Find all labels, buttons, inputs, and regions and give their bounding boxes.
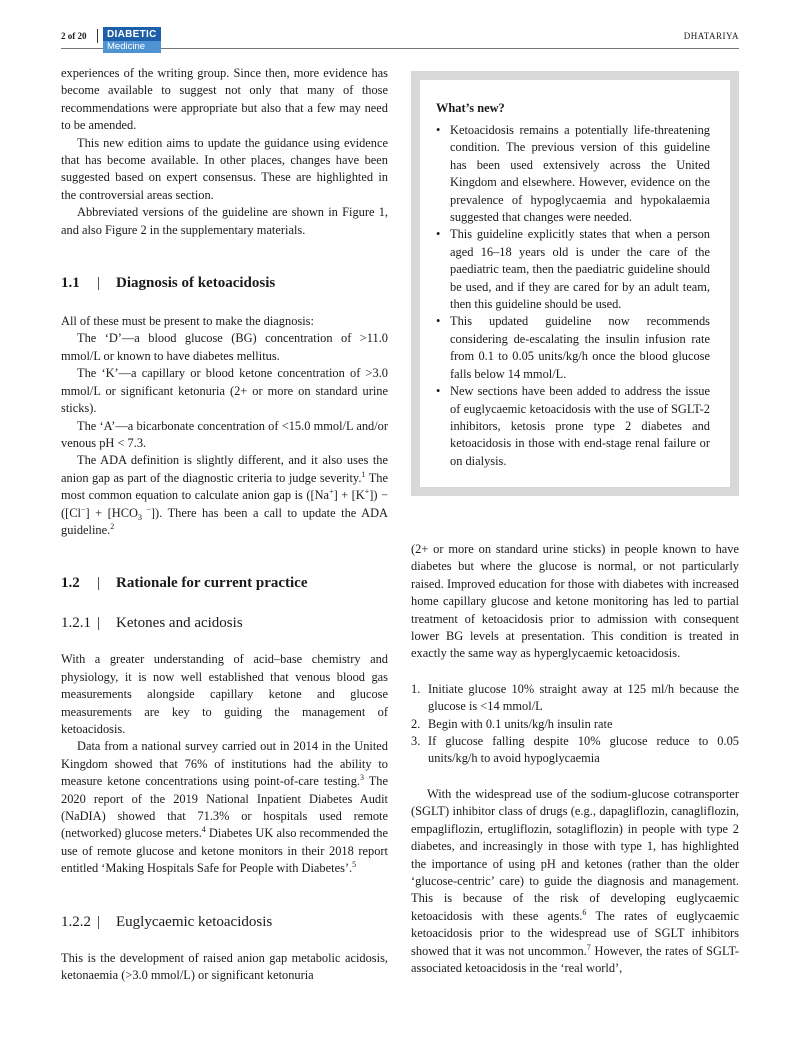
- whats-new-item: • This updated guideline now recommends considering de-escalating the insulin infusion rate from 0.1 to 0.05 units/kg/h once the blood glucose falls below 14 mmol/L.: [436, 313, 710, 383]
- whats-new-list: [436, 122, 710, 470]
- citation-ref[interactable]: 3: [360, 773, 364, 783]
- whats-new-item: • New sections have been added to address the issue of euglycaemic ketoacidosis with the use of SGLT-2 inhibitors, ketosis prone type 2 diabetes and ketoacidosis in those with end-stage renal failure or on dialysis.: [436, 383, 710, 470]
- journal-logo: [103, 27, 161, 53]
- paragraph-survey: Data from a national survey carried out in 2014 in the United Kingdom showed that 76% of institutions had the ability to measure ketone concentrations using point-of-care testing.$^3$ The 2020 report of the 2019 National Inpatient Diabetes Audit (NaDIA) showed that 71.3% or hospitals used remote (networked) glucose meters.$^4$ Diabetes UK also recommended the use of remote glucose and ketone monitors in their 2018 report entitled ‘Making Hospitals Safe for People with Diabetes’.$^5$: [61, 739, 388, 876]
- paragraph-abbreviated-versions: Abbreviated versions of the guideline are shown in Figure 1, and also Figure 2 in the supplementary materials.: [61, 205, 388, 237]
- subsection-heading-1-2-2: 1.2.2 | Euglycaemic ketoacidosis: [61, 913, 273, 930]
- diagnosis-intro: All of these must be present to make the diagnosis:: [61, 314, 314, 329]
- paragraph-new-edition: This new edition aims to update the guidance using evidence that has become available. In other places, changes have been suggested based on expert consensus. These are highlighted in the controversial areas section.: [61, 135, 388, 202]
- section-number: 1.2: [61, 575, 80, 592]
- subsection-heading-1-2-1: 1.2.1 | Ketones and acidosis: [61, 615, 243, 632]
- citation-ref[interactable]: 2: [110, 521, 115, 531]
- section-number: 1.1: [61, 275, 80, 292]
- paragraph-ketones: With a greater understanding of acid–base chemistry and physiology, it is now well established that venous blood gas measurements alongside capillary ketone and glucose measurements are key to guiding the management of ketoacidosis.: [61, 652, 388, 736]
- citation-ref[interactable]: 7: [586, 942, 591, 952]
- right-column: [411, 541, 739, 977]
- header-divider: [97, 29, 98, 43]
- running-author: DHATARIYA: [683, 31, 739, 41]
- paragraph-ada-definition: The ADA definition is slightly different, and it also uses the anion gap as part of the diagnostic criteria to judge severity.$^1$ The most common equation to calculate anion gap is $([Na^+] + [K^+]) - ([Cl^-] + [HCO_3$ −]). There has been a call to update the ADA guideline.$^2$: [61, 453, 388, 537]
- citation-ref[interactable]: 5: [352, 860, 357, 870]
- treatment-step: 2. Begin with 0.1 units/kg/h insulin rate: [411, 716, 613, 731]
- subsection-number: 1.2.1: [61, 615, 91, 632]
- citation-ref[interactable]: 4: [201, 825, 206, 835]
- section-heading-1-2: 1.2 | Rationale for current practice: [61, 575, 308, 592]
- whats-new-inner: [420, 80, 730, 487]
- paragraph-sglt: With the widespread use of the sodium-glucose cotransporter (SGLT) inhibitor class of drugs (e.g., dapagliflozin, canagliflozin, empagliflozin, ertugliflozin, sotagliflozin) in people with type 2 diabetes, and increasingly in those with type 1, has highlighted the importance of using pH and ketones (rather than the older ‘glucose-centric’ care) to guide the diagnosis and management. This is because of the risk of developing euglycaemic ketoacidosis with these agents.$^6$ The rates of euglycaemic ketoacidosis prior to the widespread use of SGLT inhibitors showed that it was not uncommon.$^7$ However, the rates of SGLT-associated ketoacidosis in the ‘real world’,: [411, 786, 740, 975]
- whats-new-item: • This guideline explicitly states that when a person aged 16–18 years old is under the care of the paediatric team, then the paediatric guideline should be used, and if they are cared for by an adult team, then this guideline should be used.: [436, 226, 710, 313]
- diagnosis-criterion-a: The ‘A’—a bicarbonate concentration of <15.0 mmol/L and/or venous pH < 7.3.: [61, 418, 388, 450]
- paragraph-euglycaemic-continued: (2+ or more on standard urine sticks) in people known to have diabetes but where the glucose is normal, or not particularly raised. Improved education for those with diabetes with increased home capillary glucose and ketone monitoring has led to partial treatment of ketoacidosis prior to admission with consequent lower BG levels at presentation. This condition is treated in exactly the same way as hyperglycaemic ketoacidosis.: [411, 542, 739, 661]
- treatment-step: 3. If glucose falling despite 10% glucose reduce to 0.05 units/kg/h to avoid hypoglycaemia: [411, 734, 739, 766]
- subsection-number: 1.2.2: [61, 913, 91, 930]
- diagnosis-criterion-k: The ‘K’—a capillary or blood ketone concentration of >3.0 mmol/L or significant ketonuria (2+ or more on standard urine sticks).: [61, 366, 388, 416]
- journal-logo-bottom: Medicine: [103, 41, 161, 53]
- page-number: 2 of 20: [61, 31, 87, 41]
- subsection-title: Euglycaemic ketoacidosis: [116, 913, 273, 930]
- journal-logo-top: DIABETIC: [103, 27, 161, 41]
- citation-ref[interactable]: 1: [361, 469, 366, 479]
- paragraph-euglycaemic-start: This is the development of raised anion gap metabolic acidosis, ketonaemia (>3.0 mmol/L) or significant ketonuria: [61, 950, 388, 983]
- whats-new-box: [411, 71, 739, 496]
- section-title: Rationale for current practice: [116, 575, 308, 592]
- left-column: [61, 65, 388, 984]
- whats-new-item: • Ketoacidosis remains a potentially life-threatening condition. The previous version of this guideline has been used extensively across the United Kingdom and elsewhere. However, evidence on the prevalence of hypoglycaemia and hypokalaemia suggested that changes were needed.: [436, 122, 710, 226]
- section-title: Diagnosis of ketoacidosis: [116, 275, 276, 292]
- section-heading-1-1: 1.1 | Diagnosis of ketoacidosis: [61, 275, 276, 292]
- treatment-steps-list: [411, 681, 739, 768]
- paragraph-intro-end: experiences of the writing group. Since then, more evidence has become available to suggest not only that many of those recommendations were appropriate but also that a few may need to be amended.: [61, 66, 388, 133]
- whats-new-title: What’s new?: [436, 101, 505, 115]
- citation-ref[interactable]: 6: [582, 907, 587, 917]
- running-header: [61, 26, 739, 52]
- diagnosis-criterion-d: The ‘D’—a blood glucose (BG) concentration of >11.0 mmol/L or known to have diabetes mellitus.: [61, 331, 388, 363]
- subsection-title: Ketones and acidosis: [116, 615, 243, 632]
- treatment-step: 1. Initiate glucose 10% straight away at 125 ml/h because the glucose is <14 mmol/L: [411, 681, 739, 714]
